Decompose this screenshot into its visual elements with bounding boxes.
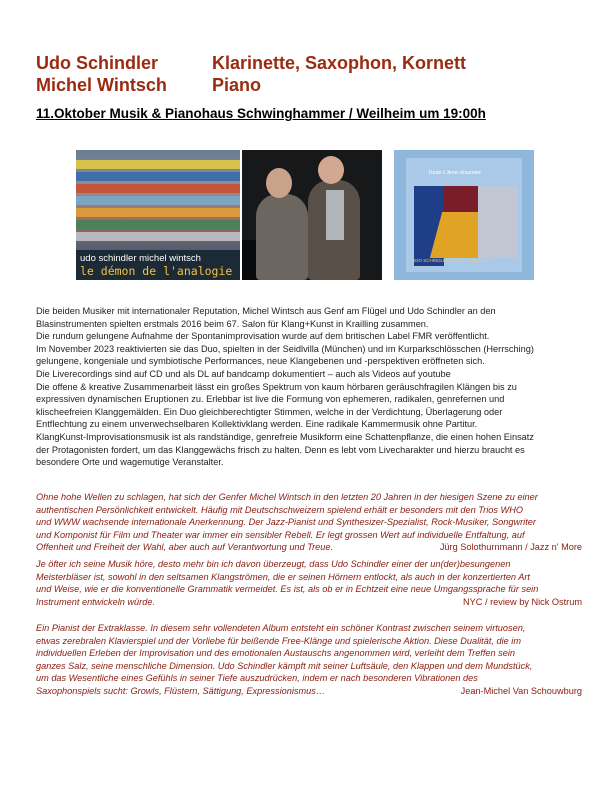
body-line: Die rundum gelungene Aufnahme der Spontanimprovisation wurde auf dem britischen Label FMR veröffentlicht. [36,331,490,342]
quote-source: NYC / review by Nick Ostrum [463,596,582,607]
venue-line: 11.Oktober Musik & Pianohaus Schwinghammer / Weilheim um 19:00h [36,106,486,121]
cover-artists: UDO SCHINDLER MICHEL WINTSCH [412,258,490,263]
quote-3 [36,622,582,698]
body-paragraph [36,305,582,469]
body-line: Die Liverecordings sind auf CD und als DL auf bandcamp dokumentiert – auch als Videos auf youtube [36,368,451,379]
body-line: Die beiden Musiker mit internationaler Reputation, Michel Wintsch aus Genf am Flügel und Udo Schindler an den [36,306,496,316]
body-line: Die offene & kreative Zusammenarbeit lässt ein großes Spektrum von kaum hörbaren geräuschfragilen Klängen bis zu [36,381,517,392]
quote-line: Ein Pianist der Extraklasse. In diesem sehr vollendeten Album entsteht ein schöner Kontrast zwischen seinem virtuosen, [36,623,526,633]
quote-line: ganzes Salz, seine menschliche Dimension. Udo Schindler kämpft mit seiner Luftsäule, den Klappen und dem Mundstück, [36,660,533,671]
body-line: Entflechtung zu einem unverwechselbaren Kollektivklang werden. Eine radikale Kammermusik ohne Partitur. [36,419,478,430]
quote-line: Offenheit und Freiheit der Wahl, aber auch auf Verantwortung und Treue. [36,542,334,553]
quote-line: Ohne hohe Wellen zu schlagen, hat sich der Genfer Michel Wintsch in den letzten 20 Jahren in der hiesigen Szene zu einer [36,492,538,502]
quote-last-line [36,596,582,609]
quote-line: und Komponist für Film und Theater war immer ein sensibler Rebell. Er legt grossen Wert auf individuelle Entfaltung, auf [36,529,525,540]
quote-line: individuellen Erleben der Improvisation und des emotionalen Austauschs angenommen wird, verleiht dem Treffen sein [36,648,516,659]
body-line: gelungene, kongeniale und symbiotische Performances, neue Klangebenen und -perspektiven eröffneten sich. [36,356,485,367]
quote-last-line [36,685,582,698]
quote-line: authentischen Persönlichkeit entwickelt. Häufig mit Deutschschweizern spielend erhält er besonders mit den Trios WHO [36,504,523,515]
quote-source: Jean-Michel Van Schouwburg [460,685,582,696]
album-cover-toute-lame [394,150,534,280]
album-cover-demon [76,150,240,280]
cover-title: Toute L'âme résumée [428,170,481,176]
cover-title: le démon de l'analogie [80,264,233,278]
body-line: besondere Orte und wagemutige Veranstalter. [36,457,224,468]
quote-line: um das Wesentliche eines Gefühls in seiner Tiefe auszudrücken, indem er nach besonderen Vibrationen des [36,673,478,684]
quote-source: Jürg Solothurnmann / Jazz n' More [439,542,582,553]
body-line: KlangKunst-Improvisationsmusik ist als randständige, genrefreie Musikform eine Schattenpflanze, die einen hohen Einsatz [36,431,534,442]
quote-line: und Weise, wie er die konventionelle Grammatik vermeidet. Es ist, als ob er in Echtzeit eine neue Umgangssprache für sein [36,584,539,595]
body-line: der Protagonisten fordert, um das Klanggewächs frisch zu halten. Denn es lebt vom Livecharakter und hierzu braucht es [36,444,525,455]
body-line: Blasinstrumenten spielten erstmals 2016 beim 67. Salon für Klang+Kunst in Krailling zusammen. [36,318,429,329]
body-line: Im November 2023 reaktivierten sie das Duo, spielten in der Seidlvilla (München) und im Kurparkschlösschen (Herrsching) [36,343,534,354]
performer-name: Udo Schindler [36,53,159,73]
quote-line: und WWW wachsende internationale Anerkennung. Der Jazz-Pianist und Synthesizer-Spezialist, Rock-Musiker, Songwriter [36,517,536,528]
quote-line: Je öfter ich seine Musik höre, desto mehr bin ich davon überzeugt, dass Udo Schindler einer der un(der)besungenen [36,559,511,569]
quote-line: Saxophonspiels sucht: Growls, Flüstern, Sättigung, Expressionismus… [36,685,326,696]
quote-last-line [36,541,582,554]
performer-name: Michel Wintsch [36,75,167,95]
cover-artists: udo schindler michel wintsch [80,253,201,264]
body-line: klischeefreien Klanggemälden. Ein Duo gleichberechtigter Stimmen, welche in der Verdichtung, Überlagerung oder [36,406,503,417]
quote-line: Instrument entwickeln würde. [36,596,155,607]
quote-line: etwas zerebralen Klavierspiel und der Vorliebe für beißende Free-Klänge und spielerische Aktion. Diese Dualität, die im [36,635,521,646]
quote-line: Meisterbläser ist, sowohl in den seltsamen Klangströmen, die er seinen Hörnern entlockt, als auch in der konzertierten Art [36,571,530,582]
quote-2 [36,558,582,608]
performer-instruments: Piano [212,75,262,95]
performer-instruments: Klarinette, Saxophon, Kornett [212,53,467,73]
musicians-photo [242,150,382,280]
quote-1 [36,491,582,554]
body-line: expressiven dynamischen Eruptionen zu. Erlebbar ist live die Formung von ephemeren, radikalen, genrefernen und [36,394,505,405]
